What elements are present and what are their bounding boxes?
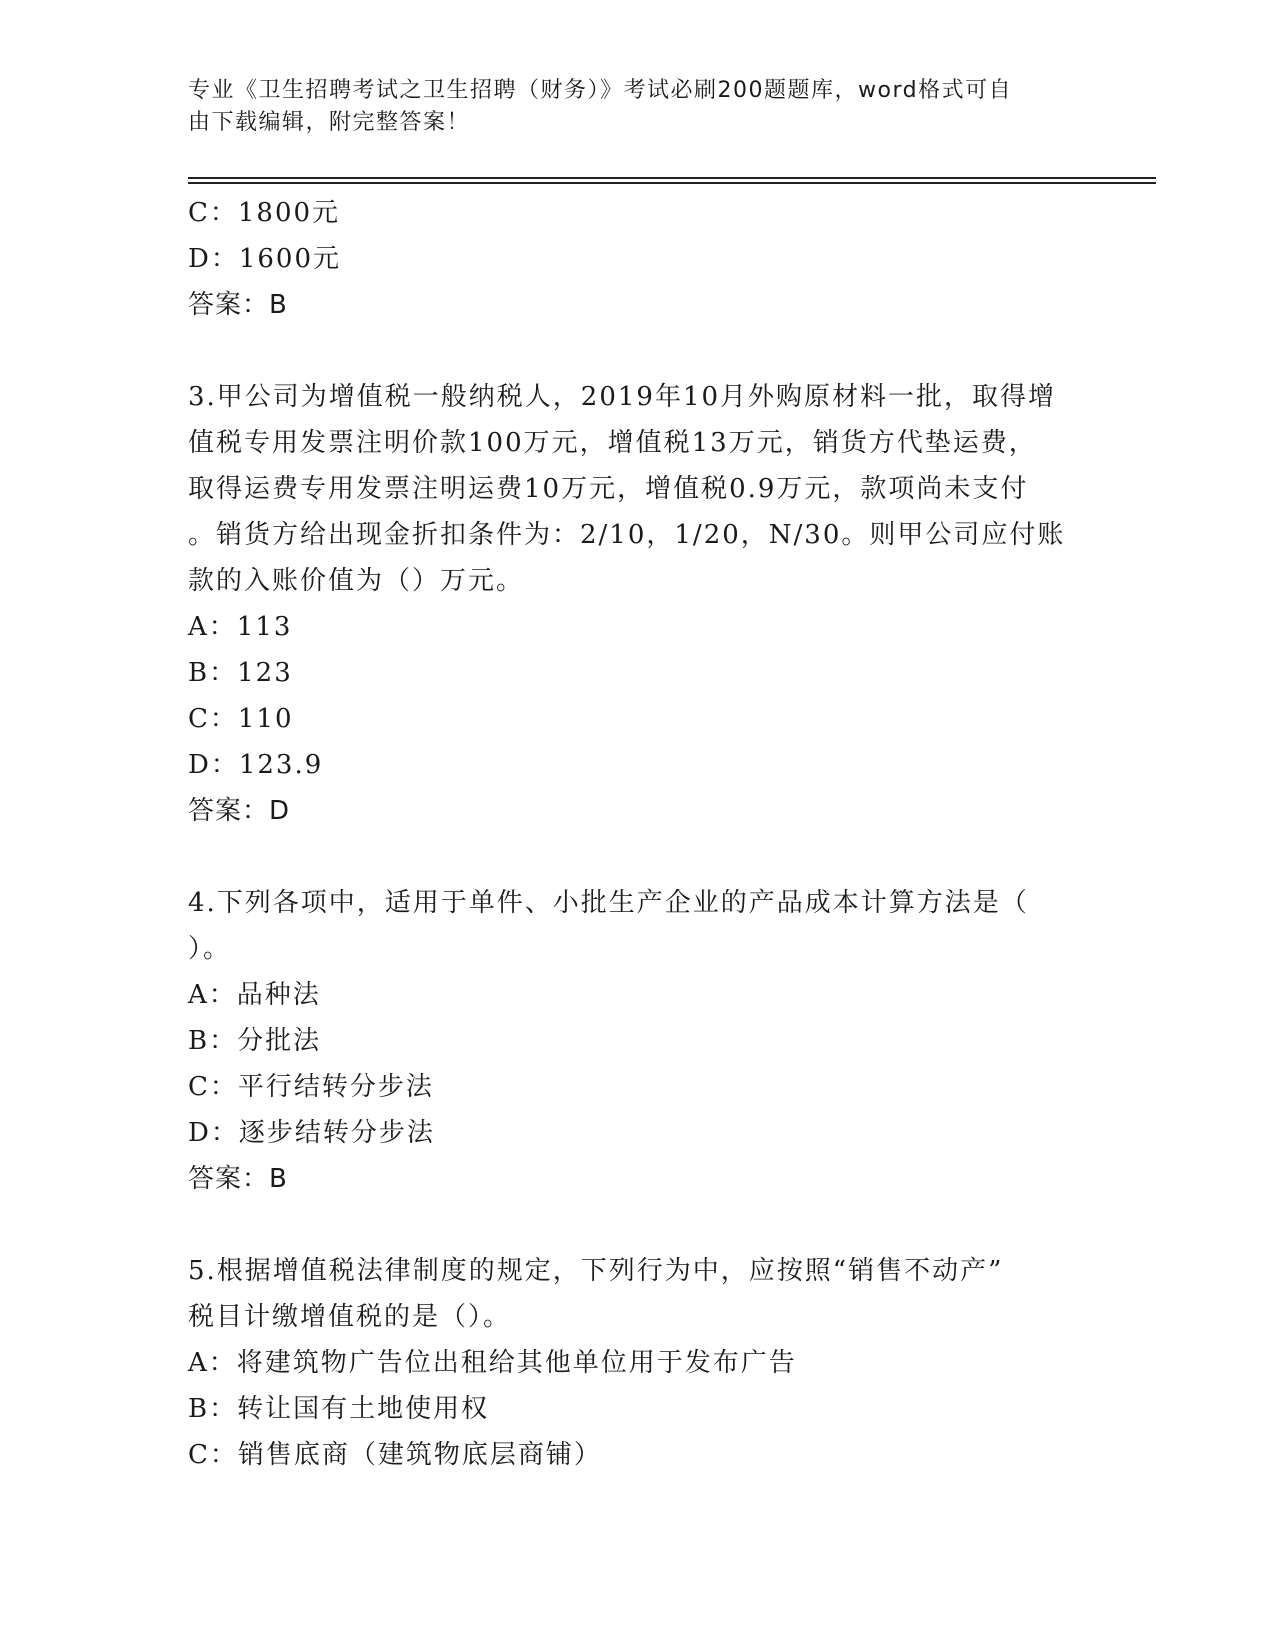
question-stem-line: 款的入账价值为（）万元。 xyxy=(188,566,525,596)
question-stem-line: 。销货方给出现金折扣条件为：2/10，1/20，N/30。则甲公司应付账 xyxy=(188,520,1066,550)
answer-line: 答案：B xyxy=(188,290,288,320)
option-c: C：110 xyxy=(188,704,294,734)
question-stem-line: ）。 xyxy=(188,934,232,964)
option-a: A：品种法 xyxy=(188,980,321,1010)
question-stem-line: 取得运费专用发票注明运费10万元，增值税0.9万元，款项尚未支付 xyxy=(188,474,1029,504)
header-line-2: 由下载编辑，附完整答案！ xyxy=(188,110,471,135)
option-c: C：销售底商（建筑物底层商铺） xyxy=(188,1440,602,1470)
question-2-tail xyxy=(188,190,1088,328)
question-stem-line: 值税专用发票注明价款100万元，增值税13万元，销货方代垫运费， xyxy=(188,428,1037,458)
option-b: B：123 xyxy=(188,658,293,688)
option-d: D：逐步结转分步法 xyxy=(188,1118,435,1148)
spacer xyxy=(188,1202,1088,1248)
answer-line: 答案：D xyxy=(188,796,291,826)
option-c: C：平行结转分步法 xyxy=(188,1072,434,1102)
option-a: A：将建筑物广告位出租给其他单位用于发布广告 xyxy=(188,1348,797,1378)
header-line-1: 专业《卫生招聘考试之卫生招聘（财务）》考试必刷200题题库，word格式可自 xyxy=(188,78,1013,103)
option-c: C：1800元 xyxy=(188,198,341,228)
spacer xyxy=(188,328,1088,374)
option-b: B：分批法 xyxy=(188,1026,322,1056)
question-3 xyxy=(188,374,1088,834)
option-d: D：123.9 xyxy=(188,750,324,780)
question-stem-line: 税目计缴增值税的是（）。 xyxy=(188,1302,512,1332)
option-b: B：转让国有土地使用权 xyxy=(188,1394,490,1424)
option-d: D：1600元 xyxy=(188,244,342,274)
answer-line: 答案：B xyxy=(188,1164,288,1194)
option-a: A：113 xyxy=(188,612,293,642)
question-stem-line: 5.根据增值税法律制度的规定，下列行为中，应按照“销售不动产” xyxy=(188,1256,1004,1286)
spacer xyxy=(188,834,1088,880)
header-divider-top xyxy=(188,177,1156,179)
question-stem-line: 3.甲公司为增值税一般纳税人，2019年10月外购原材料一批，取得增 xyxy=(188,382,1057,412)
document-header xyxy=(188,75,1068,139)
question-4 xyxy=(188,880,1088,1202)
question-list xyxy=(188,190,1088,1478)
question-stem-line: 4.下列各项中，适用于单件、小批生产企业的产品成本计算方法是（ xyxy=(188,888,1029,918)
header-divider-bottom xyxy=(188,182,1156,184)
question-5 xyxy=(188,1248,1088,1478)
